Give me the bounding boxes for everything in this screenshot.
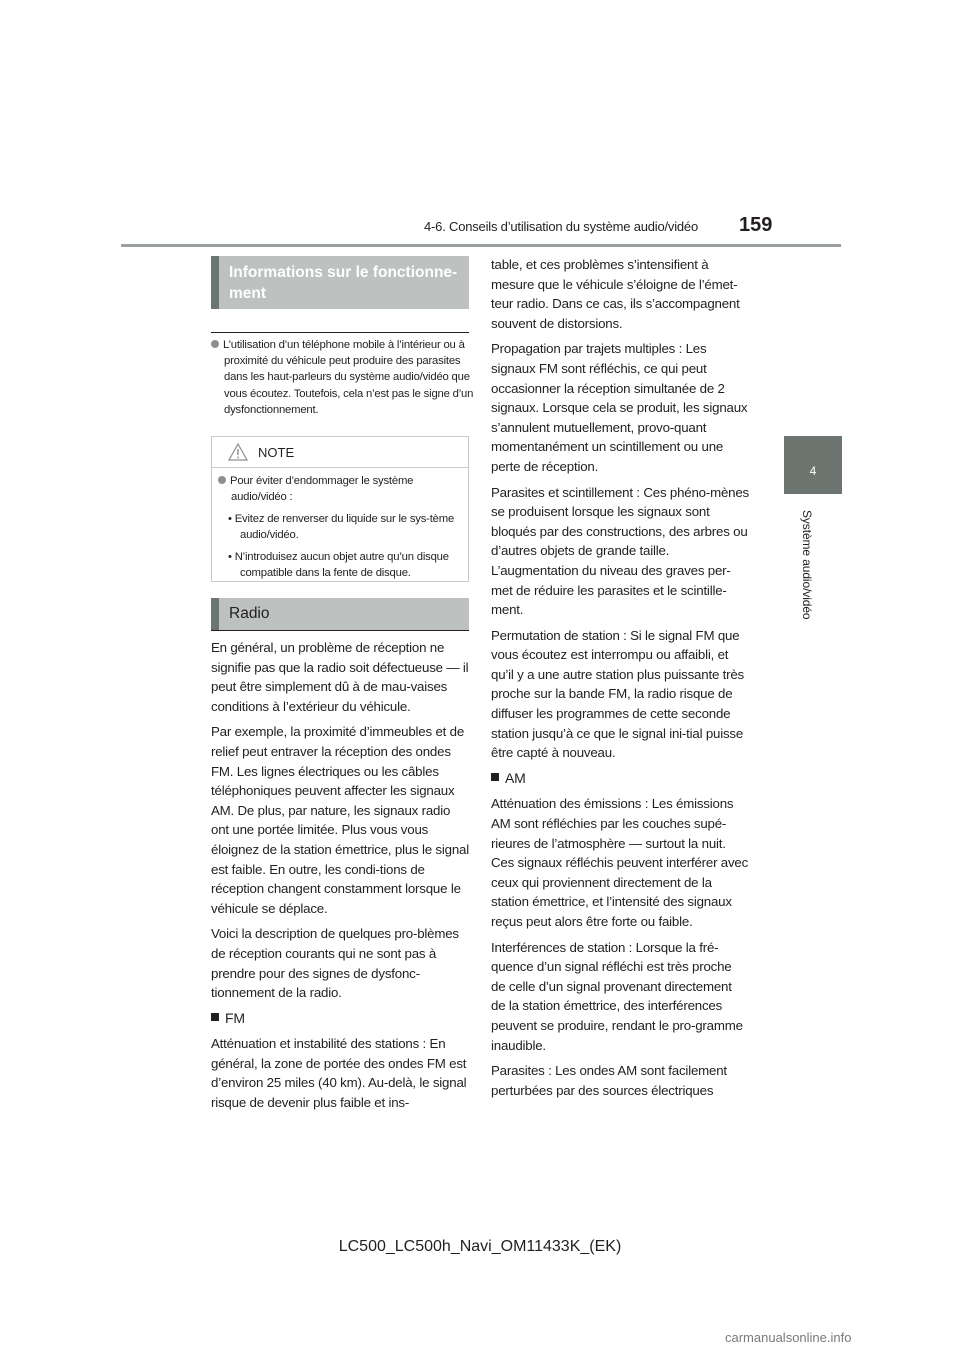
- note-box: [211, 436, 469, 582]
- section-heading-line1: Informations sur le fonctionne-: [229, 264, 458, 281]
- bullet-dot-icon: [211, 340, 219, 348]
- warning-triangle-icon: [228, 443, 248, 466]
- section-heading-rule: [211, 332, 469, 333]
- paragraph: En général, un problème de réception ne signifie pas que la radio soit défectueuse — il peut être simplement dû à de mau-vaises conditions à l’extérieur du véhicule.: [211, 640, 469, 714]
- subheading-text: AM: [505, 769, 526, 786]
- footer-model-code: LC500_LC500h_Navi_OM11433K_(EK): [338, 1238, 622, 1255]
- section-heading-bar: [211, 598, 219, 630]
- note-body: [212, 468, 468, 581]
- note-item: • Evitez de renverser du liquide sur le sys-tème audio/vidéo.: [228, 513, 455, 541]
- subheading-fm: [211, 1009, 469, 1029]
- right-column: [491, 255, 749, 1106]
- paragraph: Atténuation des émissions : Les émissions AM sont réfléchies par les couches supé-rieures de l’atmosphère — surtout la nuit. Ces signaux réfléchis peuvent interférer avec ceux qui proviennent directement de la station émettrice, et l’intensité des signaux reçus peut alors être forte ou faible.: [491, 796, 749, 929]
- note-item-text: N’introduisez aucun objet autre qu’un disque compatible dans la fente de disque.: [234, 551, 449, 579]
- note-bullet: [218, 474, 458, 505]
- chapter-tab-label: Système audio/vidéo: [800, 510, 814, 620]
- subheading-am: [491, 769, 749, 789]
- note-bullet-text: Pour éviter d’endommager le système audio/vidéo :: [230, 475, 414, 503]
- info-bullet-text: L’utilisation d’un téléphone mobile à l’intérieur ou à proximité du véhicule peut produire des parasites dans les haut-parleurs du système audio/vidéo que vous écoutez. Toutefois, cela n’est pas le signe d’un dysfonctionnement.: [223, 339, 474, 416]
- header-rule: [121, 244, 841, 247]
- paragraph: Par exemple, la proximité d’immeubles et de relief peut entraver la réception des ondes FM. Les lignes électriques ou les câbles téléphoniques peuvent affecter les signaux AM. De plus, par nature, les signaux radio ont une portée limitée. Plus vous vous éloignez de la station émettrice, plus le signal est faible. En outre, les condi-tions de réception changent constamment lorsque le véhicule se déplace.: [211, 724, 469, 916]
- paragraph: table, et ces problèmes s’intensifient à mesure que le véhicule s’éloigne de l’émet-teur radio. Dans ce cas, ils s’accompagnent souvent de distorsions.: [491, 257, 740, 331]
- paragraph: Parasites : Les ondes AM sont facilement perturbées par des sources électriques: [491, 1063, 727, 1098]
- page-number: 159: [739, 214, 773, 236]
- square-bullet-icon: [491, 773, 499, 781]
- section-heading-text: Radio: [229, 605, 270, 622]
- paragraph: Propagation par trajets multiples : Les signaux FM sont réfléchis, ce qui peut occasionner la réception simultanée de 2 signaux. Lorsque cela se produit, les signaux s’annulent mutuellement, provo-quant momentanément un scintillement ou une perte de réception.: [491, 341, 748, 474]
- square-bullet-icon: [211, 1013, 219, 1021]
- paragraph: Parasites et scintillement : Ces phéno-mènes se produisent lorsque les signaux sont bloqués par des constructions, des arbres ou d’autres objets de grande taille. L’augmentation du niveau des graves per-met de réduire les parasites et le scintille-ment.: [491, 484, 750, 618]
- chapter-tab: [784, 436, 842, 494]
- bullet-dot-icon: [218, 476, 226, 484]
- note-item-text: Evitez de renverser du liquide sur le sys-tème audio/vidéo.: [234, 513, 455, 541]
- section-heading-informations: [211, 256, 469, 309]
- note-header: [212, 437, 468, 468]
- paragraph: Interférences de station : Lorsque la fré-quence d’un signal réfléchi est très proche de celle d’un signal provenant directement de la station émettrice, des interférences peuvent se produire, rendant le pro-gramme inaudible.: [491, 939, 743, 1053]
- section-heading-radio: [211, 598, 469, 630]
- note-label: NOTE: [258, 445, 295, 460]
- paragraph: Permutation de station : Si le signal FM que vous écoutez est interrompu ou affaibli, et qu’il y a une autre station plus puissante très proche sur la bande FM, la radio risque de diffuser les programmes de cette seconde station jusqu’à ce que le signal ini-tial puisse être capté à nouveau.: [491, 627, 744, 761]
- subheading-text: FM: [225, 1009, 245, 1026]
- section-heading-rule: [211, 630, 469, 631]
- paragraph: Voici la description de quelques pro-blèmes de réception courants qui ne sont pas à prendre pour des signes de dysfonc-tionnement de la radio.: [211, 926, 459, 1001]
- header-section-title: 4-6. Conseils d’utilisation du système audio/vidéo: [424, 219, 698, 234]
- left-column: [211, 638, 469, 1119]
- chapter-tab-number: 4: [809, 464, 817, 478]
- watermark-site: carmanualsonline.info: [725, 1330, 852, 1345]
- section-heading-line2: ment: [229, 285, 267, 302]
- note-item: • N’introduisez aucun objet autre qu’un disque compatible dans la fente de disque.: [228, 551, 449, 579]
- info-bullet: [211, 337, 482, 418]
- paragraph: Atténuation et instabilité des stations : En général, la zone de portée des ondes FM est d’environ 25 miles (40 km). Au-delà, le signal risque de devenir plus faible et ins-: [211, 1036, 467, 1111]
- section-heading-bar: [211, 256, 219, 309]
